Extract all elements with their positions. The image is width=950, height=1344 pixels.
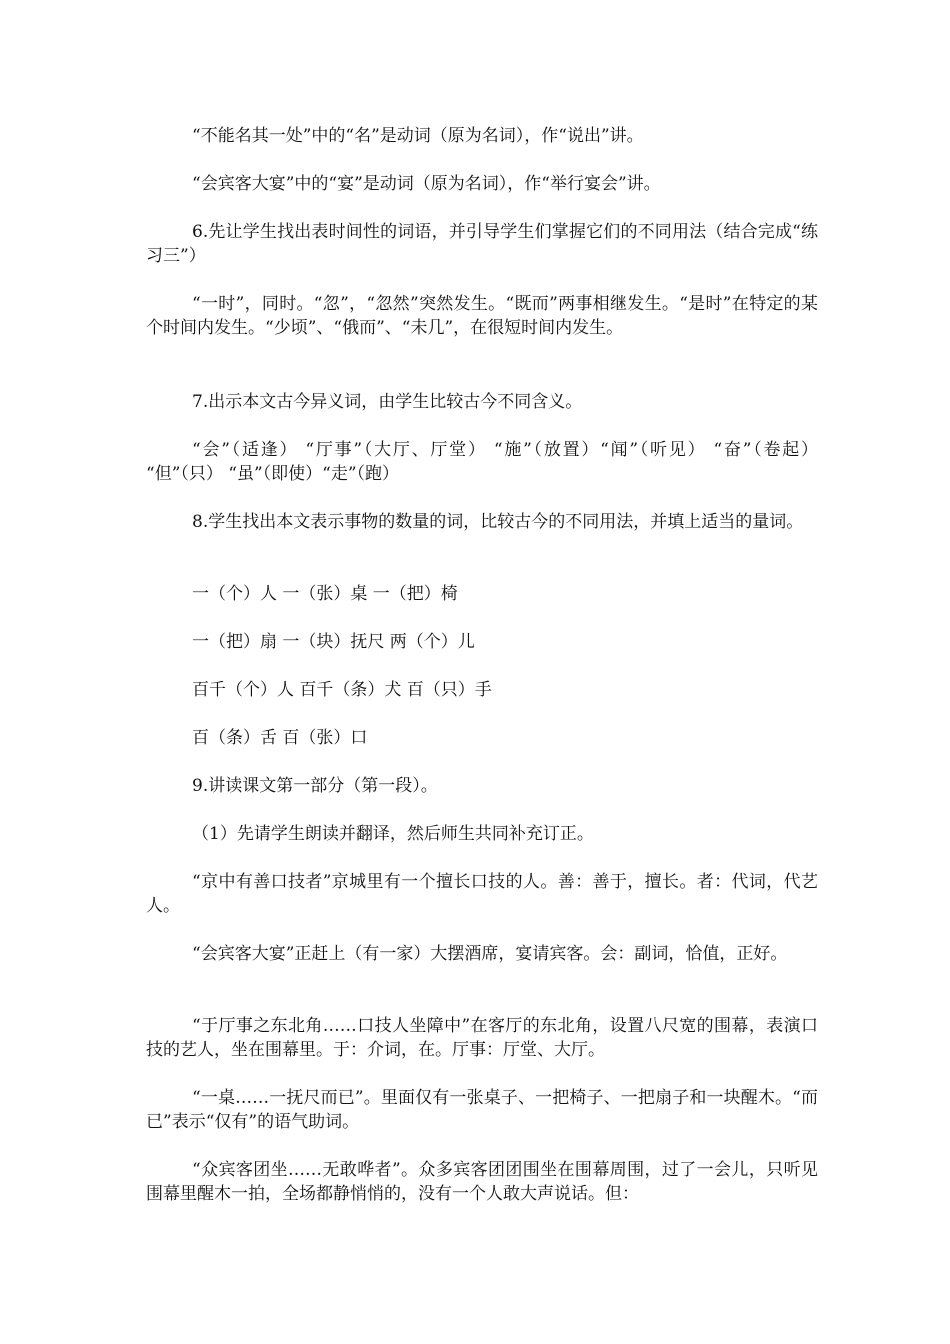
paragraph-translation-1: “京中有善口技者”京城里有一个擅长口技的人。善：善于，擅长。者：代词，代艺人。 [146,872,818,916]
paragraph-step-7: 7.出示本文古今异义词，由学生比较古今不同含义。 [192,392,583,412]
paragraph-translation-2: “会宾客大宴”正赶上（有一家）大摆酒席，宴请宾客。会：副词，恰值，正好。 [192,944,788,964]
paragraph-ancient-modern-words: “会”（适逢） “厅事”（大厅、厅堂） “施”（放置）“闻”（听见） “奋”（卷起） “但”（只） “虽”（即使）“走”（跑） [146,440,818,484]
paragraph-substep-1: （1）先请学生朗读并翻译，然后师生共同补充订正。 [192,824,594,844]
paragraph-step-9: 9.讲读课文第一部分（第一段）。 [192,776,438,796]
paragraph-measure-line-3: 百千（个）人 百千（条）犬 百（只）手 [192,680,492,700]
paragraph-measure-line-4: 百（条）舌 百（张）口 [192,728,368,748]
paragraph-step-8: 8.学生找出本文表示事物的数量的词，比较古今的不同用法，并填上适当的量词。 [192,512,804,532]
paragraph-translation-3: “于厅事之东北角……口技人坐障中”在客厅的东北角，设置八尺宽的围幕，表演口技的艺人，坐在围幕里。于：介词，在。厅事：厅堂、大厅。 [146,1016,818,1060]
paragraph-time-words: “一时”，同时。“忽”，“忽然”突然发生。“既而”两事相继发生。“是时”在特定的某个时间内发生。“少顷”、“俄而”、“未几”，在很短时间内发生。 [146,294,818,338]
paragraph-ming-verb: “不能名其一处”中的“名”是动词（原为名词），作“说出”讲。 [192,126,644,146]
paragraph-step-6: 6.先让学生找出表时间性的词语，并引导学生们掌握它们的不同用法（结合完成“练习三”） [146,222,818,266]
paragraph-yan-verb: “会宾客大宴”中的“宴”是动词（原为名词），作“举行宴会”讲。 [192,174,661,194]
paragraph-measure-line-1: 一（个）人 一（张）桌 一（把）椅 [192,584,458,604]
paragraph-translation-4: “一桌……一抚尺而已”。里面仅有一张桌子、一把椅子、一把扇子和一块醒木。“而已”表示“仅有”的语气助词。 [146,1088,818,1132]
paragraph-measure-line-2: 一（把）扇 一（块）抚尺 两（个）儿 [192,632,475,652]
paragraph-translation-5: “众宾客团坐……无敢哗者”。众多宾客团团围坐在围幕周围，过了一会儿，只听见围幕里醒木一拍，全场都静悄悄的，没有一个人敢大声说话。但： [146,1160,818,1204]
